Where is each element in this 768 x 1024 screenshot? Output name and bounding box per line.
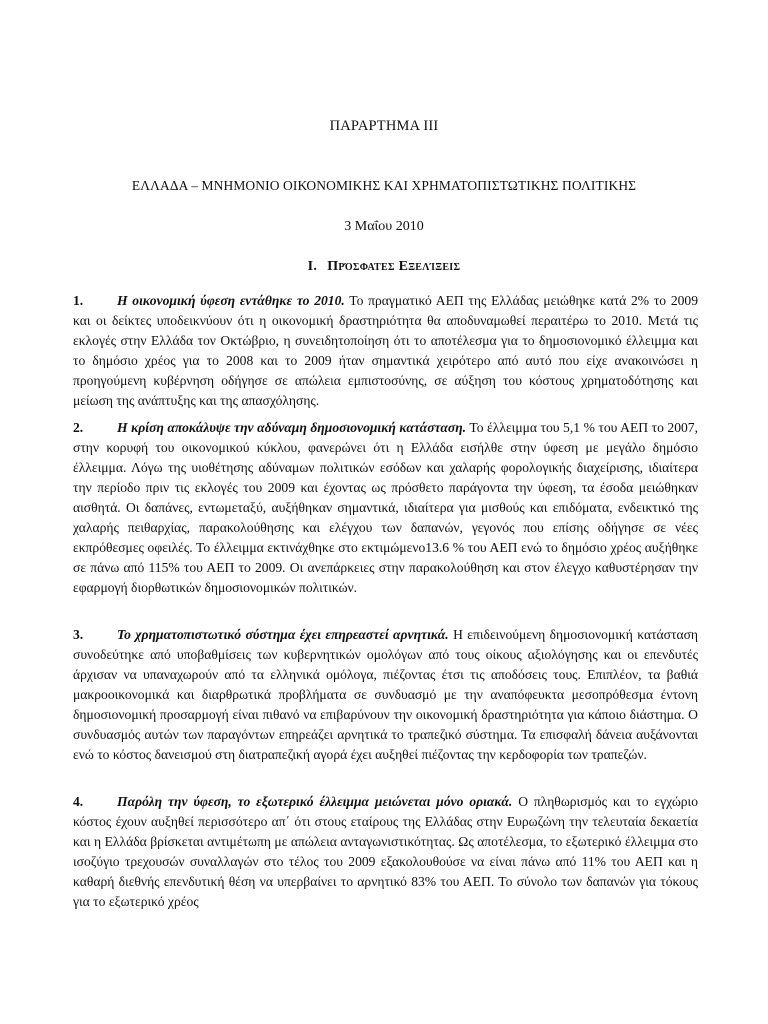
section-heading bbox=[0, 259, 768, 275]
paragraph-body: Η επιδεινούμενη δημοσιονομική κατάσταση συνοδεύτηκε από υποβαθμίσεις των κυβερνητικών ομολόγων από τους οίκους αξιολόγησης και οι επενδυτές άρχισαν να υπαναχωρούν από τα ελληνικά ομόλογα, πιέζοντας έτσι τις αποδόσεις τους. Επιπλέον, τα βαθιά μακροοικονομικά και διαρθρωτικά προβλήματα σε συνδυασμό με την αναπόφευκτα μεσοπρόθεσμα έντονη δημοσιονομική προσαρμογή είναι πιθανό να επιβαρύνουν την οικονομική δραστηριότητα για κάποιο διάστημα. Ο συνδυασμός αυτών των παραγόντων επηρεάζει αρνητικά το τραπεζικό σύστημα. Τα επισφαλή δάνεια αυξάνονται ενώ το κόστος δανεισμού στη διατραπεζική αγορά έχει αυξηθεί πιέζοντας την κερδοφορία των τραπεζών. bbox=[73, 627, 698, 762]
paragraph-3 bbox=[73, 625, 698, 765]
paragraph-number: 4. bbox=[73, 794, 84, 809]
paragraph-lead: Το χρηματοπιστωτικό σύστημα έχει επηρεαστεί αρνητικά. bbox=[117, 627, 449, 642]
paragraph-lead: Η κρίση αποκάλυψε την αδύναμη δημοσιονομική κατάσταση. bbox=[117, 420, 467, 435]
document-subtitle: ΕΛΛΑΔΑ – ΜΝΗΜΟΝΙΟ ΟΙΚΟΝΟΜΙΚΗΣ ΚΑΙ ΧΡΗΜΑΤΟΠΙΣΤΩΤΙΚΗΣ ΠΟΛΙΤΙΚΗΣ bbox=[131, 178, 637, 193]
section-number: I. bbox=[307, 259, 318, 274]
paragraph-1 bbox=[73, 291, 698, 411]
paragraph-number: 3. bbox=[73, 627, 84, 642]
paragraph-body: Το έλλειμμα του 5,1 % του ΑΕΠ το 2007, στην κορυφή του οικονομικού κύκλου, φανερώνει ότι η Ελλάδα εισήλθε στην ύφεση με μεγάλο δημόσιο έλλειμμα. Λόγω της υιοθέτησης αδύναμων πολιτικών εσόδων και χαλαρής φορολογικής διαχείρισης, ιδιαίτερα την περίοδο πριν τις εκλογές του 2009 και έχοντας ως πρόσθετο παράγοντα την ύφεση, τα έσοδα μειώθηκαν αισθητά. Οι δαπάνες, εντωμεταξύ, αυξήθηκαν σημαντικά, ιδιαίτερα για μισθούς και επιδόματα, ενδεικτικό της χαλαρής πειθαρχίας, παρακολούθησης και ελέγχου των δαπανών, γεγονός που επίσης οδήγησε σε νέες εκπρόθεσμες οφειλές. Το έλλειμμα εκτινάχθηκε στο εκτιμώμενο13.6 % του ΑΕΠ ενώ το δημόσιο χρέος αυξήθηκε σε πάνω από 115% του ΑΕΠ το 2009. Οι ανεπάρκειες στην παρακολούθηση και στον έλεγχο καθυστέρησαν την εφαρμογή διορθωτικών δημοσιονομικών πολιτικών. bbox=[73, 420, 699, 595]
annex-title: ΠΑΡΑΡΤΗΜΑ ΙΙΙ bbox=[329, 118, 439, 134]
paragraph-lead: Η οικονομική ύφεση εντάθηκε το 2010. bbox=[117, 293, 345, 308]
paragraph-number: 2. bbox=[73, 420, 84, 435]
paragraph-4 bbox=[73, 792, 698, 912]
paragraph-2 bbox=[73, 418, 698, 598]
paragraph-body: Το πραγματικό ΑΕΠ της Ελλάδας μειώθηκε κατά 2% το 2009 και οι δείκτες υποδεικνύουν ότι η οικονομική δραστηριότητα θα αποδυναμωθεί περαιτέρω το 2010. Μετά τις εκλογές στην Ελλάδα τον Οκτώβριο, η συνειδητοποίηση ότι το αποτέλεσμα για το δημοσιονομικό έλλειμμα και το δημόσιο χρέος για το 2008 και το 2009 ήταν σημαντικά χειρότερο από αυτό που είχε ανακοινώσει η προηγούμενη κυβέρνηση οδήγησε σε απώλεια εμπιστοσύνης, σε αύξηση του κόστους χρηματοδότησης και μείωση της ανάπτυξης και της απασχόλησης. bbox=[73, 293, 699, 408]
paragraph-lead: Παρόλη την ύφεση, το εξωτερικό έλλειμμα μειώνεται μόνο οριακά. bbox=[117, 794, 513, 809]
paragraph-body: Ο πληθωρισμός και το εγχώριο κόστος έχουν αυξηθεί περισσότερο απ΄ ότι στους εταίρους της Ελλάδας στην Ευρωζώνη την τελευταία δεκαετία και η Ελλάδα βρίσκεται αντιμέτωπη με απώλεια ανταγωνιστικότητας. Ως αποτέλεσμα, το εξωτερικό έλλειμμα στο ισοζύγιο τρεχουσών συναλλαγών στο τέλος του 2009 εξακολουθούσε να είναι πάνω από 11% του ΑΕΠ και η καθαρή διεθνής επενδυτική θέση να υπερβαίνει το αρνητικό 83% του ΑΕΠ. Το σύνολο των δαπανών για τόκους για το εξωτερικό χρέος bbox=[73, 794, 698, 909]
paragraph-number: 1. bbox=[73, 293, 84, 308]
section-title: Πρόσφατες Εξελίξεις bbox=[327, 259, 461, 274]
document-date: 3 Μαΐου 2010 bbox=[344, 219, 424, 234]
